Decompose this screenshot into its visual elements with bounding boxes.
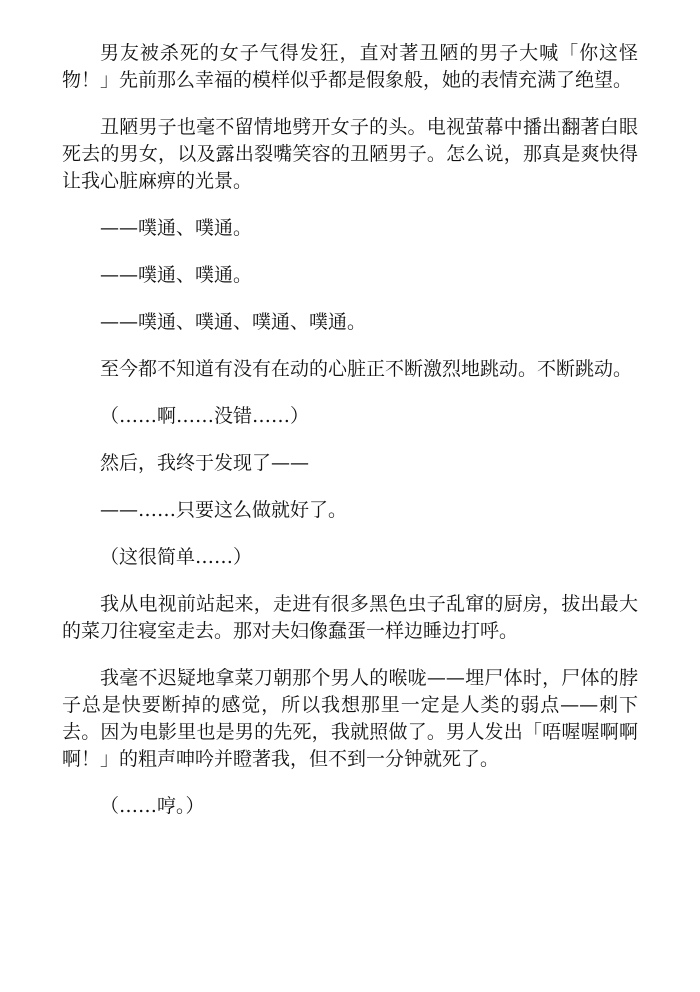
paragraph-8: 然后，我终于发现了——	[100, 452, 310, 474]
paragraph-4: ——噗通、噗通。	[100, 264, 253, 286]
paragraph-5: ——噗通、噗通、噗通、噗通。	[100, 311, 367, 333]
paragraph-6: 至今都不知道有没有在动的心脏正不断激烈地跳动。不断跳动。	[100, 358, 633, 380]
paragraph-11: 我从电视前站起来，走进有很多黑色虫子乱窜的厨房，拔出最大的菜刀往寝室走去。那对夫妇像蠢蛋一样边睡边打呼。	[62, 593, 638, 642]
paragraph-7: （……啊……没错……）	[100, 405, 310, 427]
paragraph-10: （这很简单……）	[100, 546, 253, 568]
paragraph-12: 我毫不迟疑地拿菜刀朝那个男人的喉咙——埋尸体时，尸体的脖子总是快要断掉的感觉，所以我想那里一定是人类的弱点——刺下去。因为电影里也是男的先死，我就照做了。男人发出「唔喔喔啊啊啊！」的粗声呻吟并瞪著我，但不到一分钟就死了。	[62, 667, 638, 770]
paragraph-3: ——噗通、噗通。	[100, 217, 253, 239]
document-page	[62, 40, 638, 840]
paragraph-9: ——……只要这么做就好了。	[100, 499, 348, 521]
paragraph-13: （……哼。）	[100, 795, 205, 817]
paragraph-1: 男友被杀死的女子气得发狂，直对著丑陋的男子大喊「你这怪物！」先前那么幸福的模样似乎都是假象般，她的表情充满了绝望。	[62, 42, 638, 91]
paragraph-2: 丑陋男子也毫不留情地劈开女子的头。电视萤幕中播出翻著白眼死去的男女，以及露出裂嘴笑容的丑陋男子。怎么说，那真是爽快得让我心脏麻痹的光景。	[62, 116, 638, 192]
